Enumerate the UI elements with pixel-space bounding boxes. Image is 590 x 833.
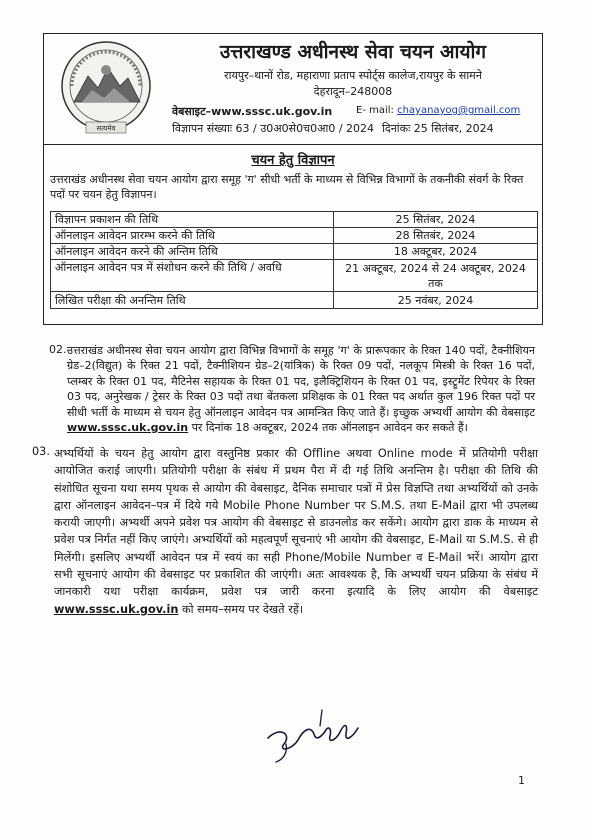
header-divider — [43, 144, 543, 145]
page-heading: चयन हेतु विज्ञापन — [251, 153, 335, 168]
schedule-label: ऑनलाइन आवेदन प्रारम्भ करने की तिथि — [51, 228, 334, 244]
website-text: वेबसाइट–www.sssc.uk.gov.in — [172, 105, 333, 118]
paragraph-number: 02.- — [49, 343, 71, 356]
website-link[interactable]: www.sssc.uk.gov.in — [67, 421, 189, 435]
emblem-motto: सत्यमेव — [96, 124, 116, 133]
schedule-value: 25 सितंबर, 2024 — [334, 212, 538, 228]
table-row — [51, 244, 538, 260]
paragraph-tail: को समय–समय पर देखते रहें। — [181, 602, 304, 616]
address-line-2: देहरादून–248008 — [313, 85, 393, 98]
paragraph-text: उत्तराखंड अधीनस्थ सेवा चयन आयोग द्वारा विभिन्न विभागों के समूह 'ग' के प्रारूपकार के रिक्त 140 पदों, टैक्नीशियन ग्रेड–2(विद्युत) के रिक्त 21 पदों, टैक्नीशियन ग्रेड–2(यांत्रिक) के रिक्त 09 पदों, नलकूप मिस्त्री के रिक्त 16 पदों, प्लम्बर के रिक्त 01 पद, मैटिनेस सहायक के रिक्त 01 पद, इलैक्ट्रिशियन के रिक्त 01 पद, इस्ट्रूमेंट रिपेयर के रिक्त 03 पद, अनुरेखक / ट्रेसर के रिक्त 03 पदों तथा बेंतकला प्रशिक्षक के 01 रिक्त पद अर्थात कुल 196 रिक्त पदों पर सीधी भर्ती के माध्यम से चयन हेतु ऑनलाइन आवेदन पत्र आमन्त्रित किए जाते हैं। इच्छुक अभ्यर्थी आयोग की वेबसाइट — [67, 344, 535, 419]
intro-text: उत्तराखंड अधीनस्थ सेवा चयन आयोग द्वारा समूह 'ग' सीधी भर्ती के माध्यम से विभिन्न विभागों के तकनीकी संवर्ग के रिक्त पदों पर चयन हेतु विज्ञापन। — [50, 173, 524, 201]
table-row — [51, 292, 538, 309]
email-block — [356, 105, 520, 116]
organization-title: उत्तराखण्ड अधीनस्थ सेवा चयन आयोग — [219, 41, 487, 63]
table-row — [51, 260, 538, 292]
paragraph-3 — [54, 445, 538, 618]
schedule-value: 28 सितबंर, 2024 — [334, 228, 538, 244]
commission-emblem-icon — [52, 40, 160, 136]
table-row — [51, 228, 538, 244]
schedule-label: विज्ञापन प्रकाशन की तिथि — [51, 212, 334, 228]
schedule-label: लिखित परीक्षा की अनन्तिम तिथि — [51, 292, 334, 309]
advertisement-number: विज्ञापन संख्याः 63 / उ0अ0से0च0आ0 / 2024 — [172, 122, 375, 135]
paragraph-text: अभ्यर्थियों के चयन हेतु आयोग द्वारा वस्तुनिष्ठ प्रकार की Offline अथवा Online mode में प्रतियोगी परीक्षा आयोजित कराई जाएगी। प्रतियोगी परीक्षा के संबंध में प्रथम पैरा में दी गई तिथि अनन्तिम है। परीक्षा की तिथि की संशोधित सूचना यथा समय पृथक से आयोग की वेबसाइट, दैनिक समाचार पत्रों में प्रेस विज्ञप्ति तथा अभ्यर्थियों को उनके द्वारा ऑनलाइन आवेदन–पत्र में दिये गये Mobile Phone Number पर S.M.S. तथा E-Mail द्वारा भी उपलब्ध करायी जाएगी। अभ्यर्थी अपने प्रवेश पत्र आयोग की वेबसाइट से डाउनलोड कर सकेंगे। आयोग द्वारा डाक के माध्यम से प्रवेश पत्र निर्गत नहीं किए जाएंगे। अभ्यर्थियों को महत्वपूर्ण सूचनाएं भी आयोग की वेबसाइट, E-Mail या S.M.S. से ही मिलेंगी। इसलिए अभ्यर्थी आवेदन पत्र में स्वयं का सही Phone/Mobile Number व E-Mail भरें। आयोग द्वारा सभी सूचनाएं आयोग की वेबसाइट पर प्रकाशित की जाएंगी। अतः आवश्यक है, कि अभ्यर्थी चयन प्रक्रिया के संबंध में जानकारी यथा परीक्षा कार्यक्रम, प्रवेश पत्र जारी करना इत्यादि के लिए आयोग की वेबसाइट — [54, 447, 538, 599]
paragraph-2 — [67, 343, 535, 435]
schedule-label: ऑनलाइन आवेदन पत्र में संशोधन करने की तिथि / अवधि — [51, 260, 334, 292]
page-number: 1 — [518, 774, 525, 787]
signature-image — [262, 704, 372, 764]
email-link[interactable]: chayanayog@gmail.com — [397, 105, 521, 116]
schedule-table — [50, 211, 538, 309]
website-link[interactable]: www.sssc.uk.gov.in — [54, 602, 179, 616]
schedule-value: 25 नवंबर, 2024 — [334, 292, 538, 309]
paragraph-tail: पर दिनांक 18 अक्टूबर, 2024 तक ऑनलाइन आवेदन कर सकते हैं। — [191, 421, 468, 435]
advertisement-date: दिनांकः 25 सितंबर, 2024 — [382, 122, 494, 135]
paragraph-number: 03. — [32, 445, 50, 458]
email-label: E- mail: — [356, 105, 394, 116]
schedule-value: 18 अक्टूबर, 2024 — [334, 244, 538, 260]
schedule-label: ऑनलाइन आवेदन करने की अन्तिम तिथि — [51, 244, 334, 260]
schedule-value: 21 अक्टूबर, 2024 से 24 अक्टूबर, 2024 तक — [334, 260, 538, 292]
table-row — [51, 212, 538, 228]
address-line-1: रायपुर–थानों रोड, महाराणा प्रताप स्पोर्ट्स कालेज,रायपुर के सामने — [224, 69, 482, 82]
